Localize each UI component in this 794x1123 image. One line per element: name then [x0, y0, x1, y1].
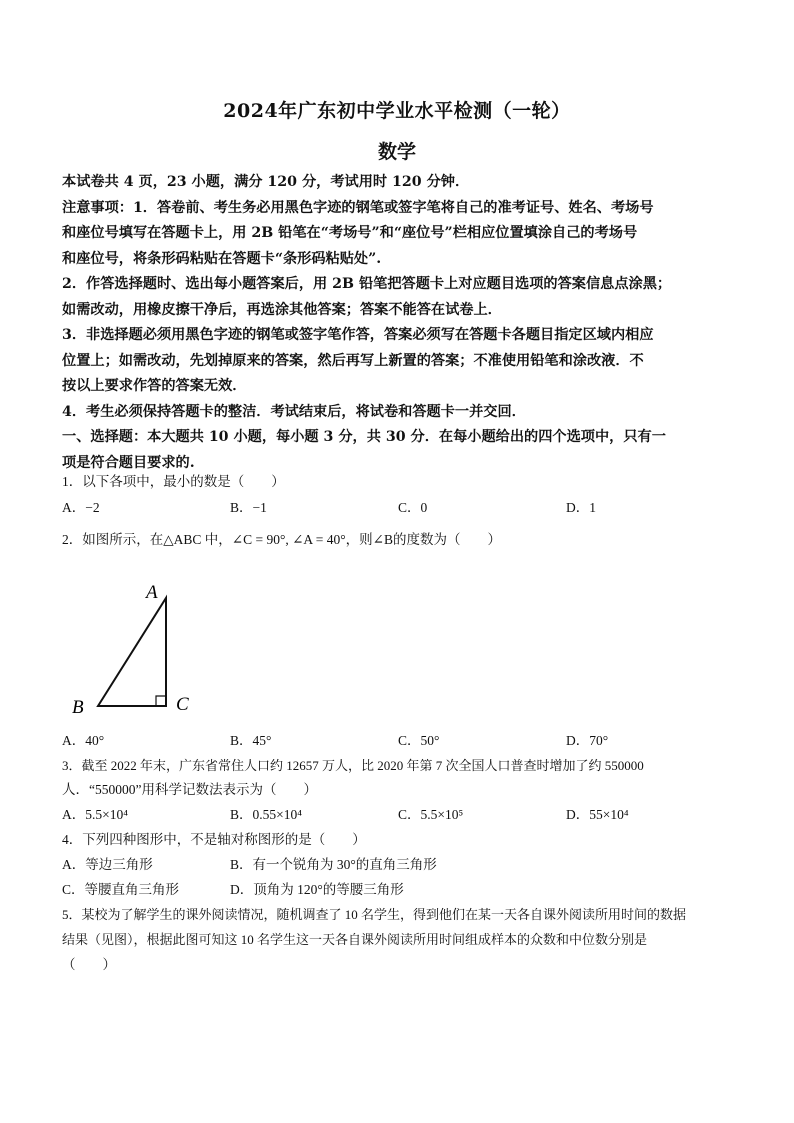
option-b: B．45°: [230, 733, 272, 748]
triangle-figure: [62, 578, 212, 718]
question-5-stem-line1: 5．某校为了解学生的课外阅读情况，随机调查了 10 名学生，得到他们在某一天各自课外阅读所用时间的数据: [62, 907, 687, 922]
option-d: D．70°: [566, 733, 609, 748]
option-b: B．−1: [230, 500, 267, 515]
instruction-line: 和座位号，将条形码粘贴在答题卡“条形码粘贴处”.: [62, 250, 382, 267]
instruction-line: 2．作答选择题时、选出每小题答案后，用 2B 铅笔把答题卡上对应题目选项的答案信息点涂黑；: [62, 276, 672, 292]
question-2-stem: 2．如图所示，在△ABC 中，∠C = 90°, ∠A = 40°，则∠B的度数为（ ）: [62, 532, 501, 547]
question-3-stem-line1: 3．截至 2022 年末，广东省常住人口约 12657 万人，比 2020 年第 7 次全国人口普查时增加了约 550000: [62, 758, 644, 773]
option-a: A．等边三角形: [62, 857, 153, 872]
option-a: A．−2: [62, 500, 100, 515]
question-4-stem: 4．下列四种图形中，不是轴对称图形的是（ ）: [62, 832, 366, 847]
option-b: B．有一个锐角为 30°的直角三角形: [230, 857, 437, 872]
section-heading: 项是符合题目要求的.: [62, 454, 195, 471]
question-5-stem-line3: （ ）: [62, 957, 116, 972]
option-d: D．55×10⁴: [566, 807, 629, 822]
subject-title: 数学: [377, 141, 416, 163]
option-b: B．0.55×10⁴: [230, 807, 302, 822]
instruction-line: 位置上；如需改动，先划掉原来的答案，然后再写上新置的答案；不准使用铅笔和涂改液．不: [62, 352, 644, 369]
section-heading: 一、选择题：本大题共 10 小题，每小题 3 分，共 30 分．在每小题给出的四个选项中，只有一: [62, 429, 666, 445]
question-5-stem-line2: 结果（见图），根据此图可知这 10 名学生这一天各自课外阅读所用时间组成样本的众数和中位数分别是: [62, 932, 648, 947]
instruction-line: 3．非选择题必须用黑色字迹的钢笔或签字笔作答，答案必须写在答题卡各题目指定区域内相应: [62, 327, 654, 343]
question-1-stem: 1．以下各项中，最小的数是（ ）: [62, 474, 285, 489]
option-a: A．5.5×10⁴: [62, 807, 128, 822]
question-1-options: [62, 496, 742, 520]
instruction-line: 和座位号填写在答题卡上，用 2B 铅笔在“考场号”和“座位号”栏相应位置填涂自己的考场号: [62, 225, 638, 241]
triangle-abc-diagram: [62, 578, 212, 718]
instruction-line: 如需改动，用橡皮擦干净后，再选涂其他答案；答案不能答在试卷上．: [62, 301, 502, 318]
option-c: C．5.5×10⁵: [398, 807, 464, 822]
vertex-label-b: B: [72, 697, 84, 718]
vertex-label-a: A: [146, 582, 158, 603]
question-2-options: [62, 729, 742, 753]
instruction-line: 按以上要求作答的答案无效．: [62, 378, 247, 394]
instruction-line: 本试卷共 4 页，23 小题，满分 120 分，考试用时 120 分钟．: [62, 174, 470, 190]
option-c: C．50°: [398, 733, 440, 748]
triangle-abc: [98, 598, 166, 706]
question-3-options: [62, 803, 742, 827]
option-d: D．顶角为 120°的等腰三角形: [230, 882, 404, 897]
option-d: D．1: [566, 500, 596, 515]
instruction-line: 4．考生必须保持答题卡的整洁．考试结束后，将试卷和答题卡一并交回．: [62, 403, 526, 420]
right-angle-mark: [156, 696, 166, 706]
question-4-options-row2: [62, 878, 742, 902]
option-c: C．0: [398, 500, 428, 515]
question-4-options-row1: [62, 853, 742, 877]
exam-title: 2024年广东初中学业水平检测（一轮）: [223, 100, 571, 122]
option-a: A．40°: [62, 733, 105, 748]
instruction-line: 注意事项：1．答卷前、考生务必用黑色字迹的钢笔或签字笔将自己的准考证号、姓名、考场号: [62, 199, 654, 216]
vertex-label-c: C: [176, 694, 189, 715]
option-c: C．等腰直角三角形: [62, 882, 180, 897]
instructions-block: [62, 170, 742, 476]
question-3-stem-line2: 人．“550000”用科学记数法表示为（ ）: [62, 782, 317, 797]
